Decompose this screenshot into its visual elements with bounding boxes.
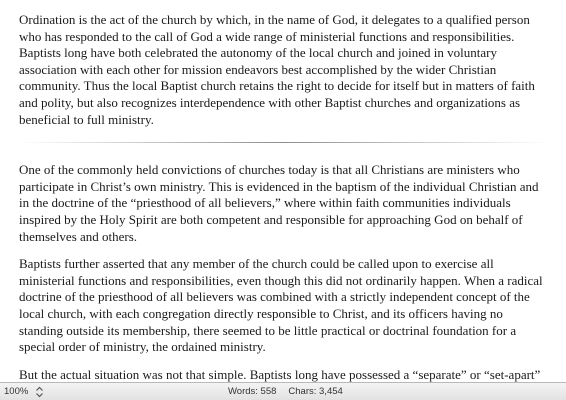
paragraph-2: One of the commonly held convictions of churches today is that all Christians are ministers who participate in Christ’s own ministry. This is evidenced in the baptism of the individual Christian and in the doctrine of the “priesthood of all believers,” where within faith communities individuals inspired by the Holy Spirit are both competent and responsible for approaching God on behalf of themselves and others. [19,162,539,244]
paragraph-1: Ordination is the act of the church by which, in the name of God, it delegates to a qualified person who has responded to the call of God a wide range of ministerial functions and responsibilities. Baptists long have both celebrated the autonomy of the local church and joined in voluntary association with each other for mission endeavors best accomplished by the wider Christian community. Thus the local Baptist church retains the right to decide for itself but in matters of faith and polity, but also recognizes interdependence with other Baptist churches and organizations as beneficial to full ministry. [19,12,535,127]
document-stats [228,385,343,399]
char-count: Chars: 3,454 [288,386,343,397]
zoom-value: 100% [4,386,29,397]
status-bar [0,382,566,400]
paragraph-3: Baptists further asserted that any member of the church could be called upon to exercise all ministerial functions and responsibilities, even though this did not ordinarily happen. When a radical doctrine of the priesthood of all believers was combined with a strictly independent concept of the local church, with each congregation directly responsible to Christ, and its officers having no standing outside its membership, there seemed to be little practical or doctrinal foundation for a special order of ministry, the ordained ministry. [19,256,543,355]
section-divider [19,142,549,143]
word-count: Words: 558 [228,386,277,397]
zoom-select[interactable] [4,385,44,399]
paragraph-4: But the actual situation was not that simple. Baptists long have possessed a “separate” or “set-apart” [19,366,541,382]
up-down-chevron-icon[interactable] [35,386,44,398]
document-body[interactable] [19,12,549,382]
